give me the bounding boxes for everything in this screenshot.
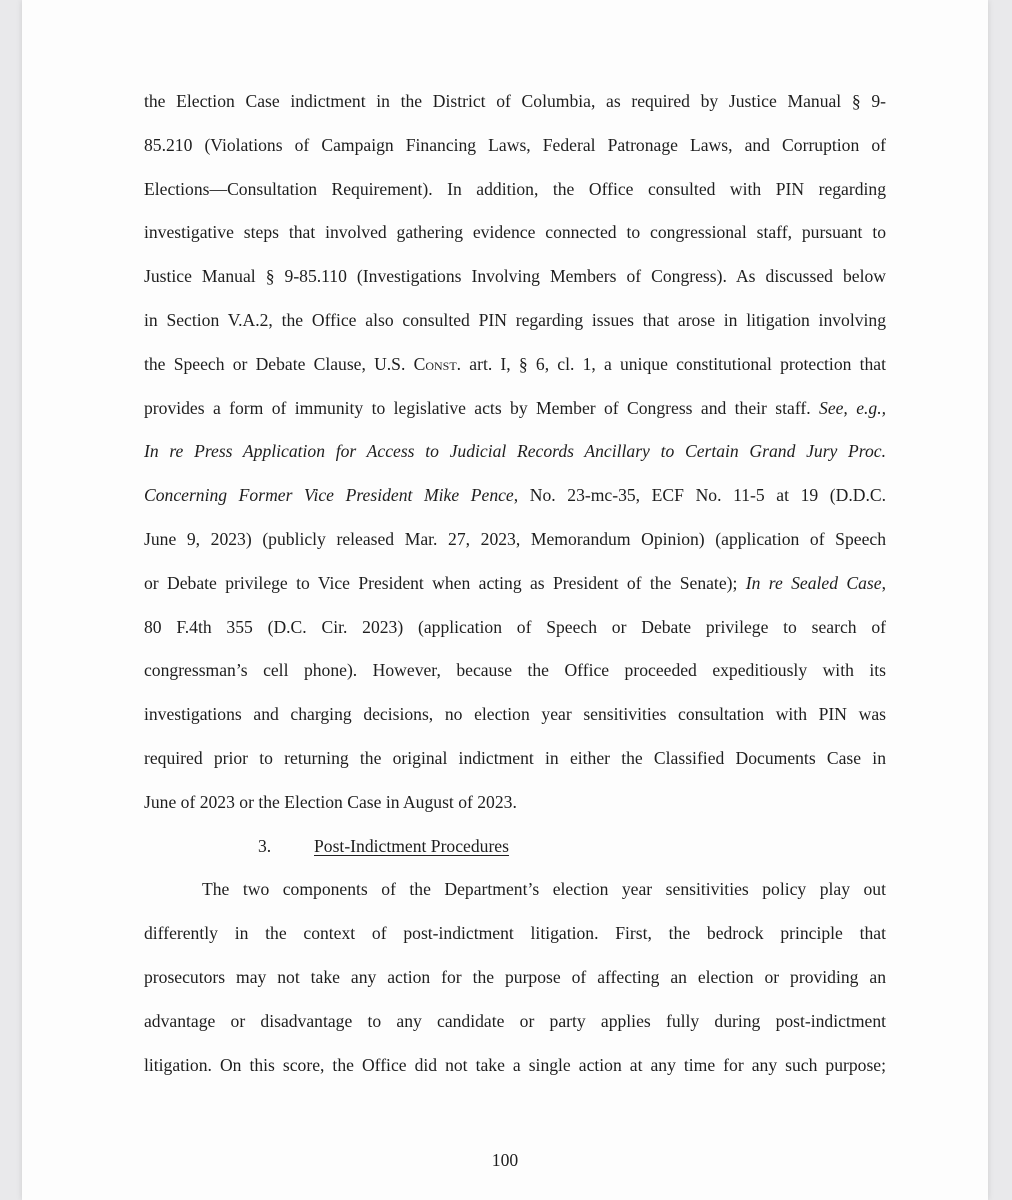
text-line: in Section V.A.2, the Office also consulted PIN regarding issues that arose in litigation involving xyxy=(144,309,886,330)
case-citation-line xyxy=(144,474,886,518)
text-fragment: , xyxy=(881,572,886,593)
text-fragment: . art. I, § 6, cl. 1, a unique constitutional protection that xyxy=(456,353,886,374)
text-line: prosecutors may not take any action for the purpose of affecting an election or providing an xyxy=(144,966,886,987)
text-fragment: , No. 23-mc-35, ECF No. 11-5 at 19 (D.D.C. xyxy=(513,485,887,506)
body-text xyxy=(144,80,886,1087)
document-page xyxy=(22,0,988,1200)
section-heading xyxy=(144,825,886,869)
text-line-sealed-case xyxy=(144,562,886,606)
text-fragment: the Speech or Debate Clause, U.S. xyxy=(144,353,414,374)
page-number: 100 xyxy=(491,1150,519,1170)
case-name-italic: In re Sealed Case xyxy=(745,572,882,593)
text-line: litigation. On this score, the Office did not take a single action at any time for any such purpose; xyxy=(144,1054,886,1075)
text-fragment: or Debate privilege to Vice President when acting as President of the Senate); xyxy=(144,572,746,593)
case-name-italic: Concerning Former Vice President Mike Pence xyxy=(144,485,514,506)
constitution-abbrev-initial: C xyxy=(413,353,426,374)
text-line: Elections—Consultation Requirement). In addition, the Office consulted with PIN regarding xyxy=(144,178,886,199)
section-title: Post-Indictment Procedures xyxy=(314,835,509,856)
text-line: the Election Case indictment in the District of Columbia, as required by Justice Manual § 9- xyxy=(144,91,886,111)
text-line: 80 F.4th 355 (D.C. Cir. 2023) (application of Speech or Debate privilege to search of xyxy=(144,616,886,637)
text-line: June of 2023 or the Election Case in August of 2023. xyxy=(144,791,517,812)
text-line: 85.210 (Violations of Campaign Financing Laws, Federal Patronage Laws, and Corruption of xyxy=(144,134,886,155)
text-line: required prior to returning the original indictment in either the Classified Documents Case in xyxy=(144,747,886,768)
constitution-abbrev xyxy=(414,354,457,374)
case-name-italic: In re Press Application for Access to Judicial Records Ancillary to Certain Grand Jury Proc. xyxy=(144,441,886,462)
section-number: 3. xyxy=(258,835,272,856)
text-line: investigative steps that involved gathering evidence connected to congressional staff, pursuant to xyxy=(144,222,886,243)
text-line: Justice Manual § 9-85.110 (Investigations Involving Members of Congress). As discussed below xyxy=(144,266,886,287)
text-line: investigations and charging decisions, no election year sensitivities consultation with PIN was xyxy=(144,704,886,725)
text-fragment: provides a form of immunity to legislative acts by Member of Congress and their staff. xyxy=(144,397,820,418)
constitution-abbrev-rest: onst xyxy=(425,353,457,374)
text-line: advantage or disadvantage to any candidate or party applies fully during post-indictment xyxy=(144,1010,886,1031)
text-line: differently in the context of post-indictment litigation. First, the bedrock principle that xyxy=(144,923,886,944)
citation-signal: See, e.g., xyxy=(819,397,887,418)
text-line: The two components of the Department’s election year sensitivities policy play out xyxy=(202,879,886,900)
text-line-constitution xyxy=(144,343,886,387)
case-citation-line xyxy=(144,430,886,474)
text-line-see-eg xyxy=(144,387,886,431)
text-line: congressman’s cell phone). However, because the Office proceeded expeditiously with its xyxy=(144,660,886,681)
text-line: June 9, 2023) (publicly released Mar. 27, 2023, Memorandum Opinion) (application of Speech xyxy=(144,528,886,549)
